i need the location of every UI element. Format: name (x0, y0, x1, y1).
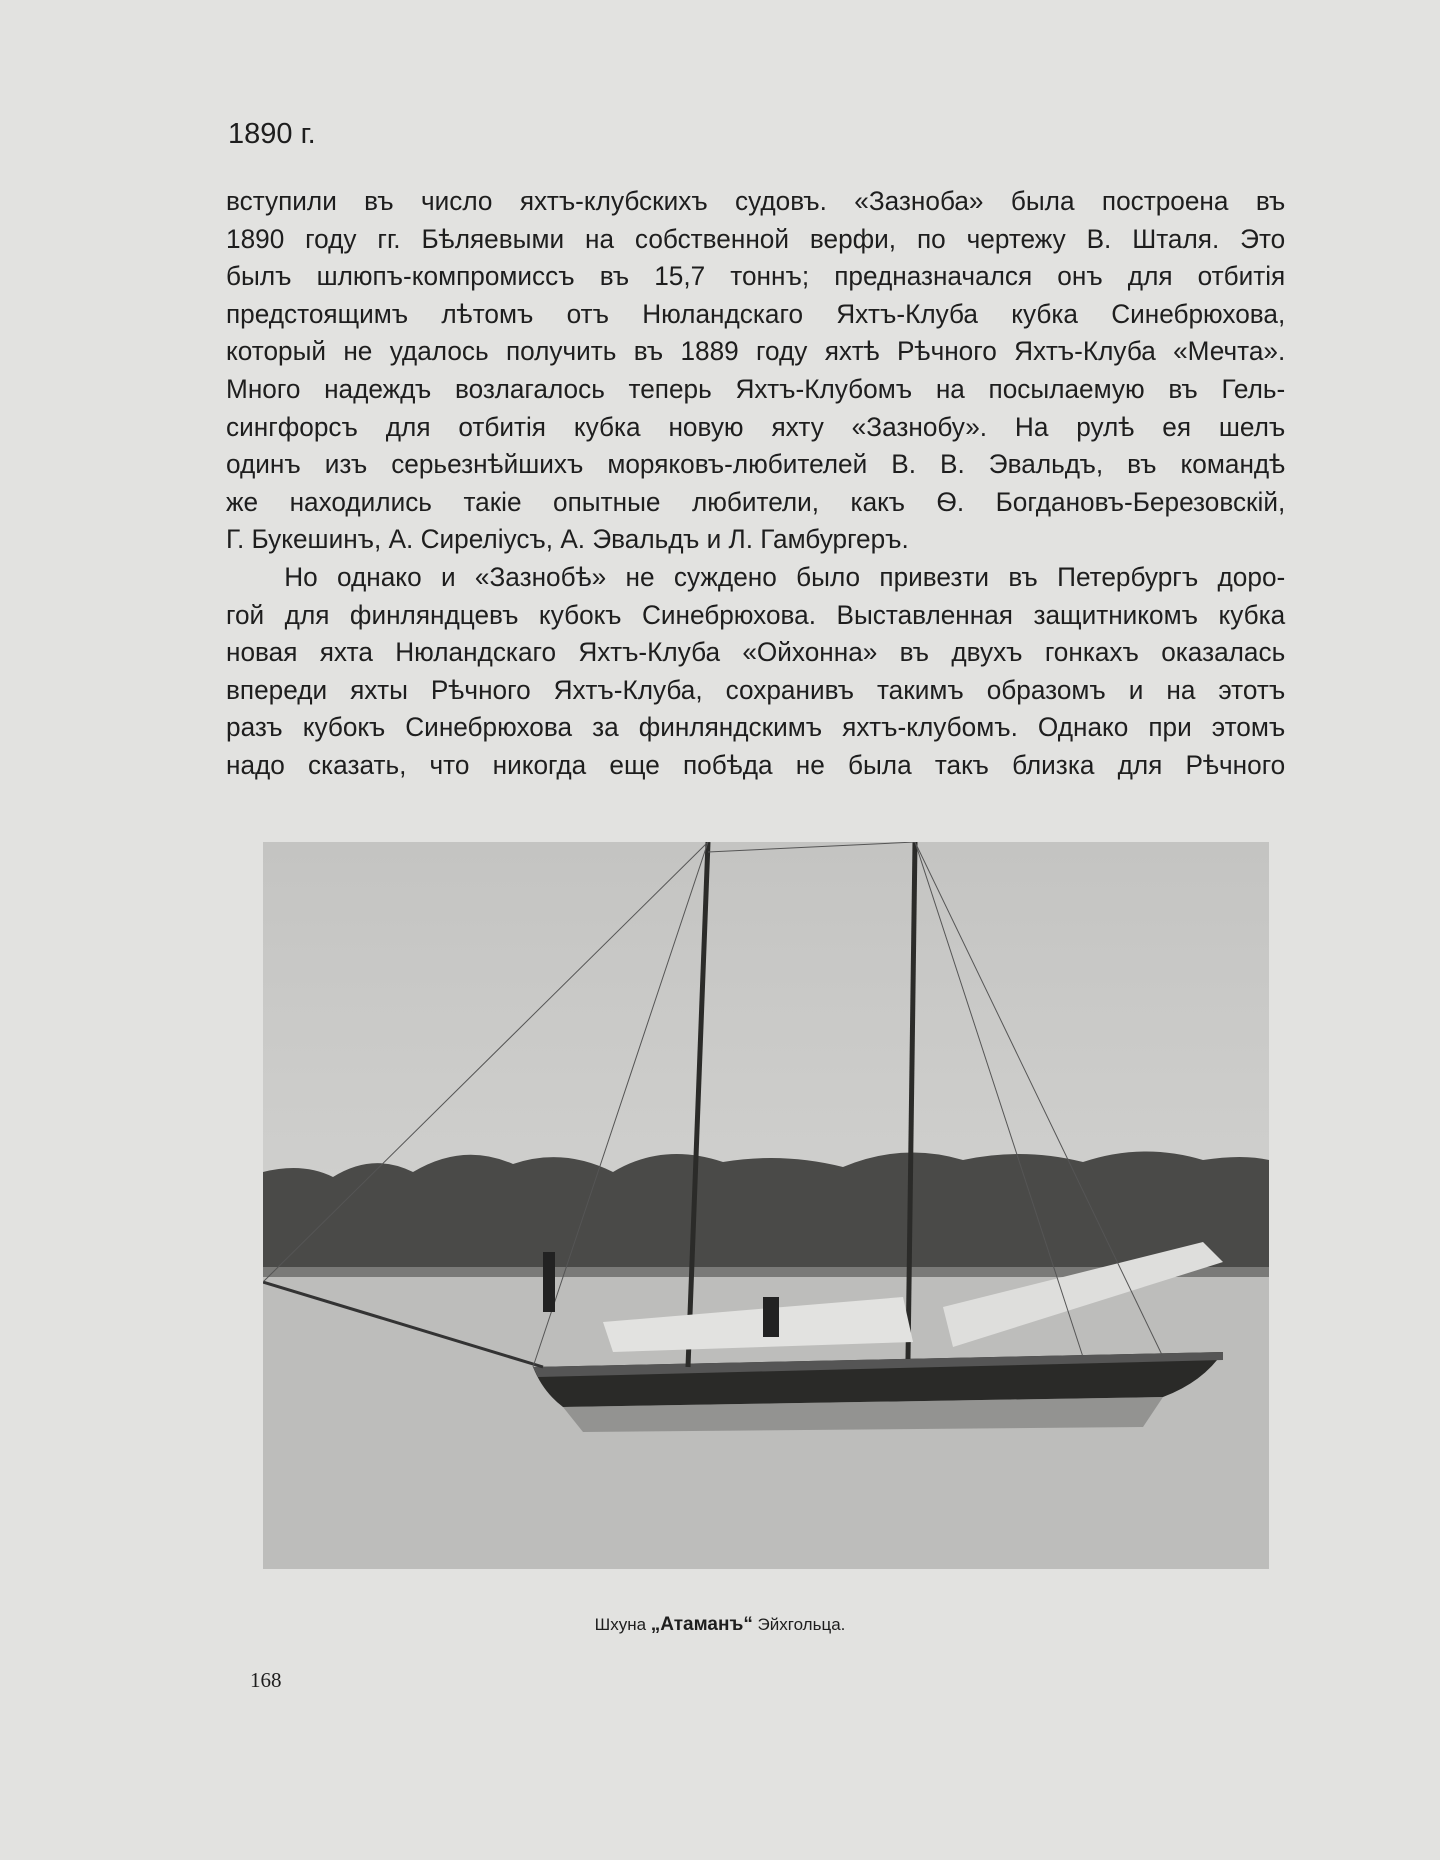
page-number: 168 (250, 1668, 282, 1692)
text-line: предстоящимъ лѣтомъ отъ Нюландскаго Яхтъ-Клуба кубка Синебрюхова, (226, 298, 1286, 329)
text-line: сингфорсъ для отбитія кубка новую яхту «Зазнобу». На рулѣ ея шелъ (226, 411, 1286, 442)
photo-caption (0, 1614, 1440, 1636)
sailor-seated (763, 1297, 779, 1337)
text-line: который не удалось получить въ 1889 году яхтѣ Рѣчного Яхтъ-Клуба «Мечта». (226, 336, 1286, 367)
text-line: разъ кубокъ Синебрюхова за финляндскимъ яхтъ-клубомъ. Однако при этомъ (226, 712, 1286, 743)
text-line: впереди яхты Рѣчного Яхтъ-Клуба, сохранивъ такимъ образомъ и на этотъ (226, 674, 1286, 705)
schooner-photo (263, 842, 1269, 1569)
sailor-standing (543, 1252, 555, 1312)
text-line: новая яхта Нюландскаго Яхтъ-Клуба «Ойхонна» въ двухъ гонкахъ оказалась (226, 637, 1286, 668)
caption-suffix: Эйхгольца. (752, 1615, 846, 1634)
running-head: 1890 г. (228, 118, 316, 150)
text-line: 1890 году гг. Бѣляевыми на собственной верфи, по чертежу В. Шталя. Это (226, 223, 1286, 254)
text-line: же находились такіе опытные любители, какъ Ѳ. Богдановъ-Березовскій, (226, 486, 1286, 517)
text-line: Много надеждъ возлагалось теперь Яхтъ-Клубомъ на посылаемую въ Гель- (226, 373, 1286, 404)
text-line: Г. Букешинъ, А. Сиреліусъ, А. Эвальдъ и Л. Гамбургеръ. (226, 524, 909, 555)
text-line: гой для финляндцевъ кубокъ Синебрюхова. Выставленная защитникомъ кубка (226, 599, 1286, 630)
text-line: одинъ изъ серьезнѣйшихъ моряковъ-любителей В. В. Эвальдъ, въ командѣ (226, 449, 1286, 480)
text-line: надо сказать, что никогда еще побѣда не была такъ близка для Рѣчного (226, 749, 1286, 780)
text-line: былъ шлюпъ-компромиссъ въ 15,7 тоннъ; предназначался онъ для отбитія (226, 261, 1286, 292)
caption-name: „Атаманъ“ (650, 1614, 753, 1635)
text-line: Но однако и «Зазнобѣ» не суждено было привезти въ Петербургъ доро- (284, 561, 1286, 592)
caption-prefix: Шхуна (594, 1615, 651, 1634)
schooner-illustration (263, 842, 1269, 1569)
body-text (226, 183, 1318, 785)
text-line: вступили въ число яхтъ-клубскихъ судовъ. «Зазноба» была построена въ (226, 186, 1286, 216)
